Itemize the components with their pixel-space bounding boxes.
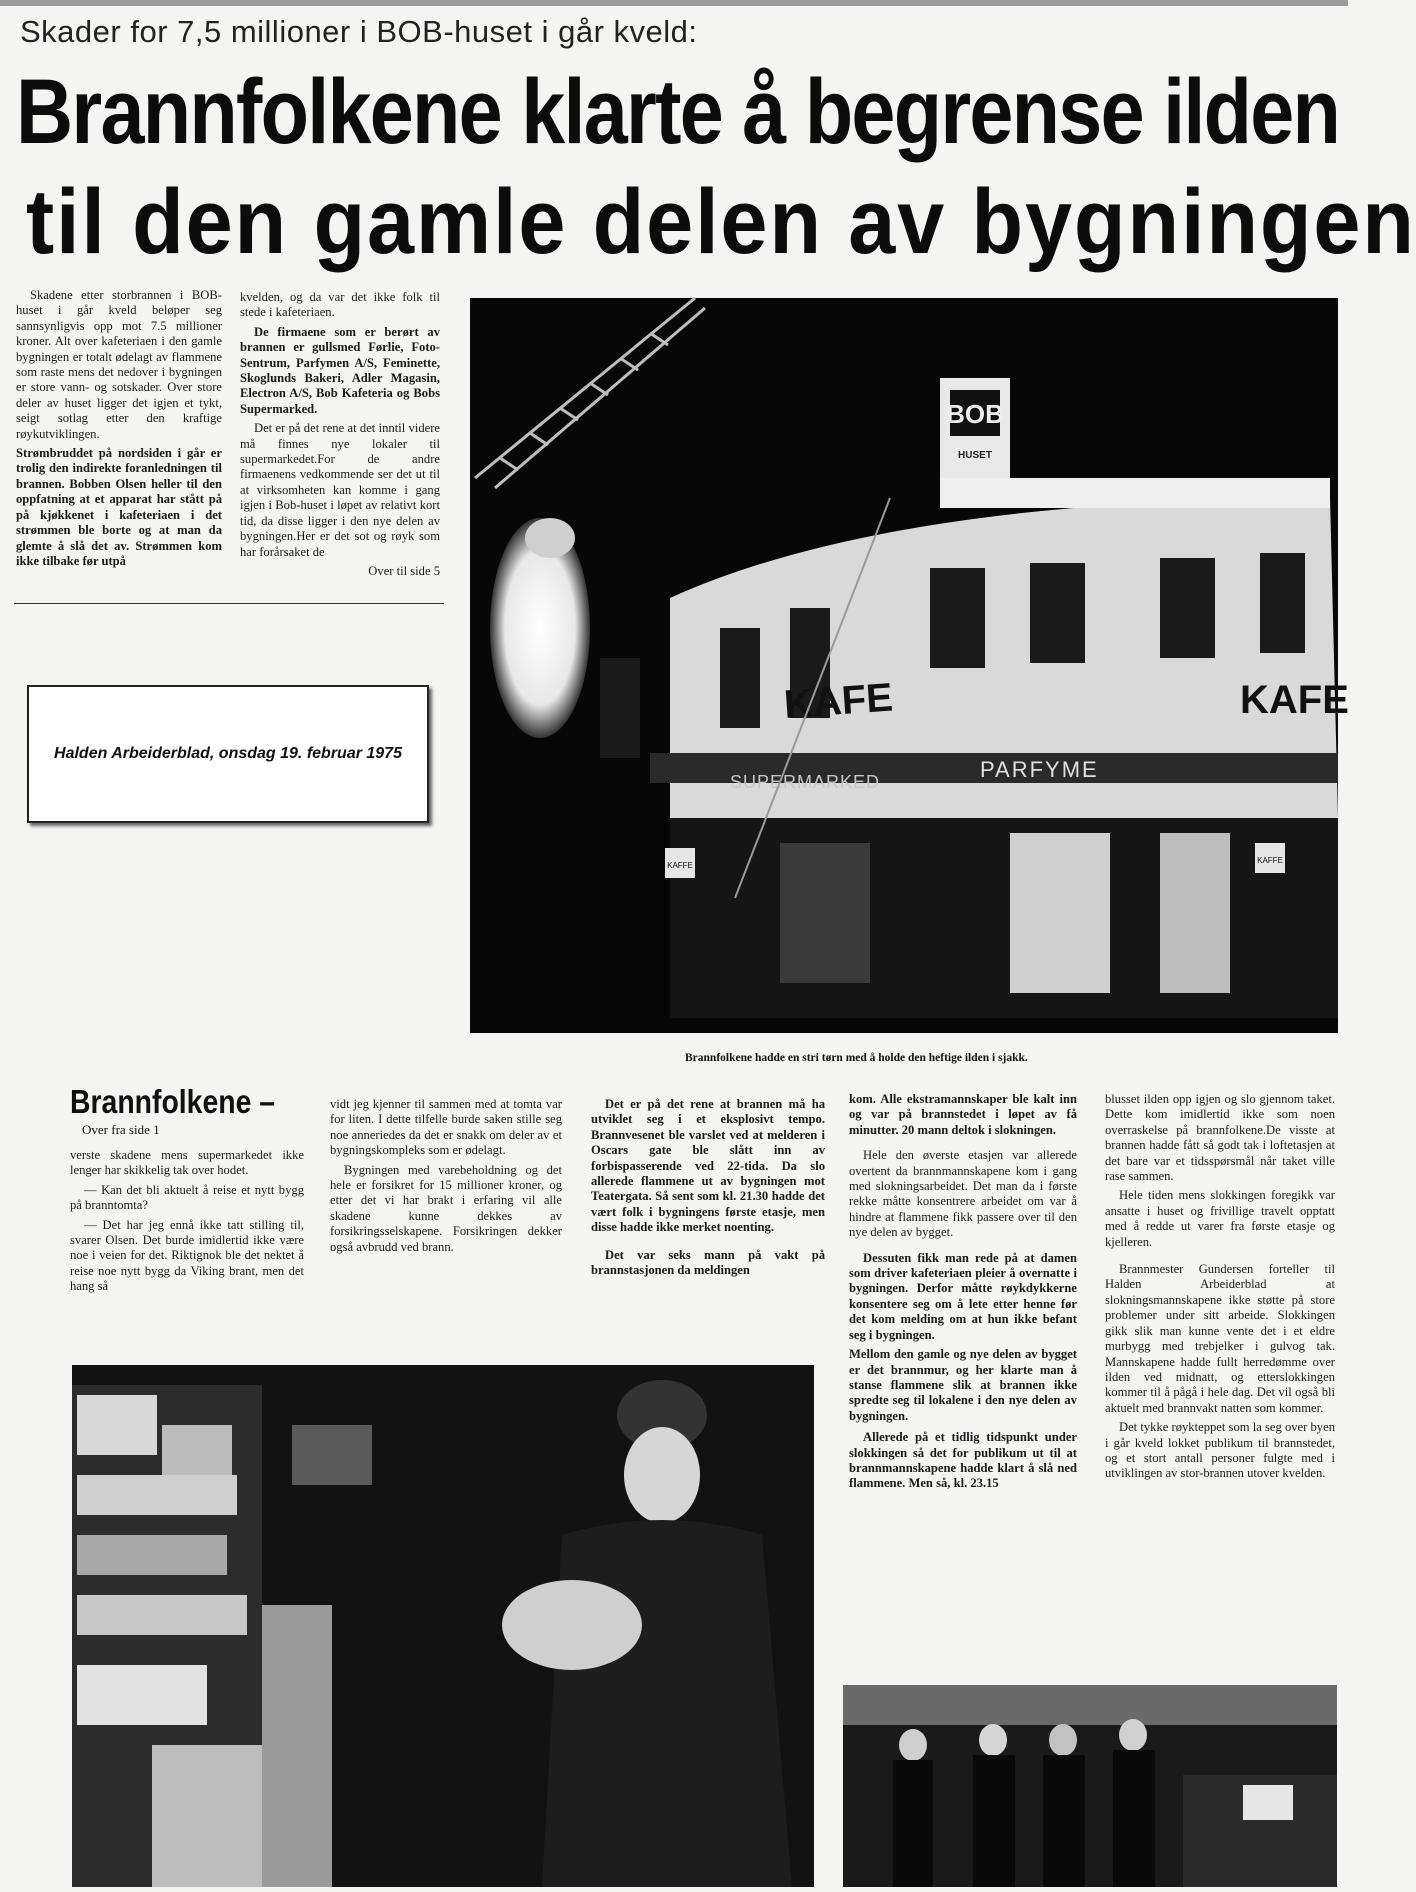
- source-caption: Halden Arbeiderblad, onsdag 19. februar 1975: [54, 745, 402, 762]
- shop-window: [780, 843, 870, 983]
- sign-kaffe-2: KAFFE: [1257, 856, 1283, 865]
- paragraph: kvelden, og da var det ikke folk til stede i kafeteriaen.: [240, 290, 440, 320]
- flame: [525, 518, 575, 558]
- fire-photo: [470, 298, 1349, 1033]
- article-column-6: [849, 1092, 1077, 1496]
- sign-bob: BOB: [946, 399, 1004, 429]
- headline-line-1: Brannfolkene klarte å begrense ilden: [16, 61, 1340, 163]
- fire-photo-image: [470, 298, 1349, 1033]
- article-column-1: [16, 288, 222, 573]
- shop-window: [1010, 833, 1110, 993]
- paragraph: verste skadene mens supermarkedet ikke lenger har skikkelig tak over hodet.: [70, 1148, 304, 1178]
- firefighter-photo-image: [72, 1365, 814, 1887]
- continuation-title: Brannfolkene –: [70, 1083, 276, 1120]
- paragraph: vidt jeg kjenner til sammen med at tomta var for liten. I dette tilfelle burde saken stille seg noe anneriedes da det er snakk om deler av et bygningskompleks som er ødelagt.: [330, 1097, 562, 1158]
- paragraph: Mellom den gamle og nye delen av bygget er det brannmur, og her klarte man å stanse flammene slik at brannen ikke spredte seg til lokalene i den nye delen av bygningen.: [849, 1347, 1077, 1423]
- sign-kafe-2: KAFE: [1240, 678, 1349, 722]
- firefighter-photo: [72, 1365, 814, 1887]
- paragraph: Hele tiden mens slokkingen foregikk var ansatte i huset og frivillige travelt opptatt med å redde ut varer fra første etasje og kjelleren.: [1105, 1188, 1335, 1249]
- paragraph: De firmaene som er berørt av brannen er gullsmed Førlie, Foto-Sentrum, Parfymen A/S, Feminette, Skoglunds Bakeri, Adler Magasin, Electron A/S, Bob Kafeteria og Bobs Supermarked.: [240, 324, 440, 416]
- paragraph: Hele den øverste etasjen var allerede overtent da brannmannskapene kom i gang med slokningsarbeidet. Det man da i første rekke måtte konsentrere arbeidet om var å hindre at flammene fikk passere over til den nye delen av bygget.: [849, 1148, 1077, 1240]
- continued-note: Over til side 5: [368, 563, 440, 578]
- continuation-from: Over fra side 1: [82, 1122, 160, 1137]
- paragraph: Skadene etter storbrannen i BOB-huset i går kveld beløper seg sannsynligvis opp mot 7.5 millioner kroner. Alt over kafeteriaen i den gamle bygningen er totalt ødelagt av flammene som raste mens det nedover i bygningen er store vann- og sotskader. Over store deler av huset ligger det igjen et tykt, seigt sotlag etter den kraftige røykutviklingen.: [16, 288, 222, 441]
- shop-window: [1160, 833, 1230, 993]
- sign-kafe-1: KAFE: [782, 675, 895, 727]
- article-column-3: [70, 1148, 304, 1299]
- paragraph: Strømbruddet på nordsiden i går er trolig den indirekte foranledningen til brannen. Bobben Olsen heller til den oppfatning at et apparat har stått på på kjøkkenet i kafeteriaen i det strømmen ble borte og at man da glemte å slå det av. Strømmen kom ikke tilbake før utpå: [16, 446, 222, 568]
- paragraph: blusset ilden opp igjen og slo gjennom taket. Dette kom imidlertid ikke som noen overraskelse på brannfolkene.De visste at brannen hadde fått så godt tak i loftetasjen at det bare var et tidsspørsmål når taket ville rase sammen.: [1105, 1092, 1335, 1184]
- paragraph: Brannmester Gundersen forteller til Halden Arbeiderblad at slokningsmannskapene ikke støtte på store problemer under sitt arbeide. Slokkingen gikk slik man kunne vente det i et eldre murbygg med trebjelker i gulvog tak. Mannskapene hadde fullt herredømme over ilden ved midnatt, og etterslokkingen kommer til å pågå i hele dag. Det vil også bli aktuelt med brannvakt natten som kommer.: [1105, 1262, 1335, 1415]
- sign-parfyme: PARFYME: [980, 757, 1099, 782]
- article-column-5: [591, 1097, 825, 1282]
- paragraph: Det var seks mann på vakt på brannstasjonen da meldingen: [591, 1247, 825, 1278]
- article-column-4: [330, 1097, 562, 1259]
- divider: [14, 603, 444, 604]
- paragraph: Allerede på et tidlig tidspunkt under slokkingen så det for publikum ut til at brannmannskapene hadde klart å slå ned flammene. Men så, kl. 23.15: [849, 1430, 1077, 1491]
- sign-kaffe-1: KAFFE: [667, 861, 693, 870]
- paragraph: Det tykke røykteppet som la seg over byen i går kveld lokket publikum til brannstedet, og et stort antall personer fulgte med i utviklingen av stor-brannen utover kvelden.: [1105, 1420, 1335, 1481]
- source-caption-box: [27, 685, 429, 823]
- crowd-photo: [843, 1685, 1337, 1887]
- paragraph: — Kan det bli aktuelt å reise et nytt bygg på branntomta?: [70, 1182, 304, 1213]
- top-rule: [0, 0, 1348, 6]
- sign-supermarked: SUPERMARKED: [730, 772, 881, 792]
- crowd-photo-image: [843, 1685, 1337, 1887]
- article-column-7: [1105, 1092, 1335, 1486]
- paragraph: Det er på det rene at det inntil videre må finnes nye lokaler til supermarkedet.For de andre firmaenens vedkommende ser det ut til at virksomheten kan komme i gang igjen i Bob-huset i løpet av relativt kort tid, da disse ligger i den nye delen av bygningen.Her er det sot og røyk som har forårsaket de: [240, 421, 440, 559]
- paragraph: kom. Alle ekstramannskaper ble kalt inn og var på brannstedet i løpet av få minutter. 20 mann deltok i slokningen.: [849, 1092, 1077, 1137]
- headline-line-2: til den gamle delen av bygningen: [26, 171, 1416, 273]
- store-shelves: [72, 1385, 372, 1887]
- kicker: Skader for 7,5 millioner i BOB-huset i går kveld:: [20, 14, 698, 49]
- article-column-2: [240, 290, 440, 583]
- paragraph: — Det har jeg ennå ikke tatt stilling til, svarer Olsen. Det burde imidlertid ikke være noe i veien for det. Riktignok ble det nektet å reise noe nytt bygg da Viking brant, men det hang så: [70, 1217, 304, 1294]
- paragraph: Det er på det rene at brannen må ha utviklet seg i et eksplosivt tempo. Brannvesenet ble varslet ved at melderen i Oscars gate ble slått inn av forbispasserende ved 22-tida. Da slo allerede flammene ut av bygningen mot Teatergata. Så sent som kl. 21.30 hadde det vært folk i bygningens første etasje, men disse hadde ikke merket noenting.: [591, 1097, 825, 1235]
- sign-huset: HUSET: [958, 450, 992, 461]
- photo-caption: Brannfolkene hadde en stri tørn med å holde den heftige ilden i sjakk.: [685, 1052, 1028, 1064]
- paragraph: Dessuten fikk man rede på at damen som driver kafeteriaen pleier å overnatte i bygningen. Derfor måtte røykdykkerne konsentere seg om å lete etter henne før det kom melding om at hun ikke befant seg i bygningen.: [849, 1250, 1077, 1342]
- paragraph: Bygningen med varebeholdning og det hele er forsikret for 15 millioner kroner, og etter det vi har brakt i erfaring vil alle skadene kunne dekkes av forsikringsselskapene. Forsikringen dekker også avbrudd ved brann.: [330, 1162, 562, 1254]
